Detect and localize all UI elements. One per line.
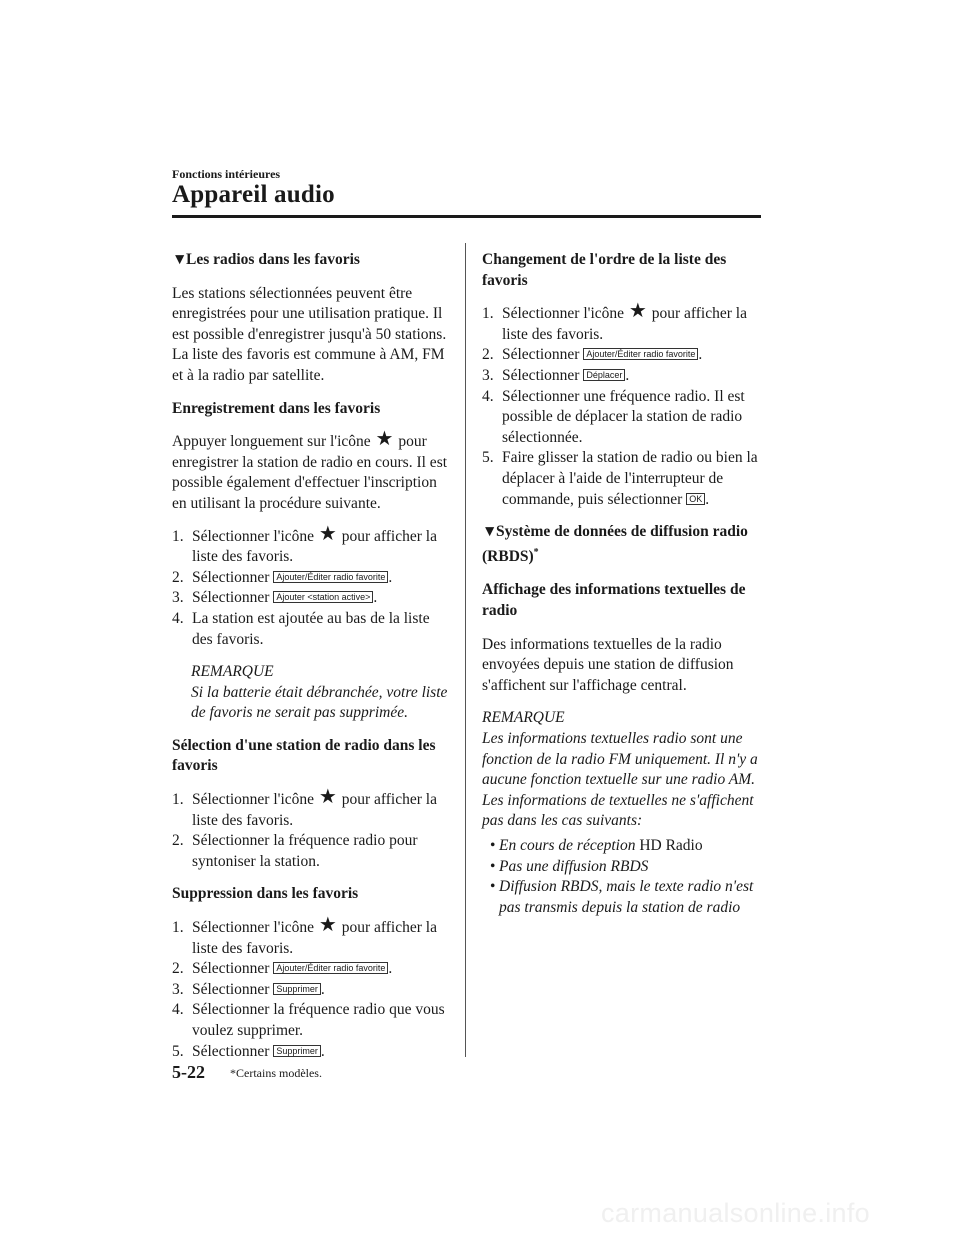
add-edit-favorite-button: Ajouter/Éditer radio favorite	[273, 962, 388, 974]
registration-paragraph: Appuyer longuement sur l'icône ★ pour enregistrer la station de radio en cours. Il est possible également d'effectuer l'inscription en utilisant la procédure suivante.	[172, 428, 448, 512]
registration-steps	[172, 522, 448, 651]
delete-button: Supprimer	[273, 1045, 321, 1057]
section-label: Fonctions intérieures	[172, 167, 281, 181]
list-item: 4. Sélectionner une fréquence radio. Il est possible de déplacer la station de radio sélectionnée.	[482, 387, 745, 446]
add-active-station-button: Ajouter <station active>	[273, 591, 373, 603]
list-item: 2. Sélectionner Ajouter/Éditer radio favorite .	[172, 568, 393, 586]
subheading-text-display: Affichage des informations textuelles de radio	[482, 581, 746, 620]
star-icon: ★	[375, 428, 394, 451]
list-item: 2. Sélectionner Ajouter/Éditer radio favorite .	[482, 346, 703, 364]
star-icon: ★	[318, 786, 337, 809]
ok-button: OK	[686, 493, 705, 505]
deletion-steps	[172, 914, 448, 1062]
note-title: REMARQUE	[191, 663, 274, 681]
bullet-icon: •	[490, 837, 496, 854]
note-bullets	[482, 836, 758, 918]
list-item: 4. Sélectionner la fréquence radio que vous voulez supprimer.	[172, 1001, 445, 1039]
note-title: REMARQUE	[482, 709, 565, 727]
column-divider	[465, 243, 466, 1057]
list-item: • Diffusion RBDS, mais le texte radio n'est pas transmis depuis la station de radio	[490, 878, 754, 916]
page-title: Appareil audio	[172, 181, 335, 208]
move-button: Déplacer	[583, 369, 625, 381]
note-text: Si la batterie était débranchée, votre liste de favoris ne serait pas supprimée.	[191, 683, 448, 722]
subheading-registration: Enregistrement dans les favoris	[172, 399, 381, 417]
list-item: 2. Sélectionner Ajouter/Éditer radio favorite .	[172, 960, 393, 978]
watermark: carmanualsonline.info	[601, 1198, 870, 1228]
star-icon: ★	[628, 300, 647, 323]
section-heading-favorites: ▼Les radios dans les favoris	[172, 250, 448, 271]
title-rule	[172, 215, 761, 218]
list-item: 3. Sélectionner Supprimer .	[172, 980, 325, 998]
list-item: 1. Sélectionner l'icône ★ pour afficher la liste des favoris.	[172, 522, 437, 566]
left-column	[172, 250, 448, 1074]
list-item: 1. Sélectionner l'icône ★ pour afficher la liste des favoris.	[172, 786, 437, 829]
delete-button: Supprimer	[273, 983, 321, 995]
text-display-paragraph: Des informations textuelles de la radio envoyées depuis une station de diffusion s'affichent sur l'affichage central.	[482, 635, 734, 694]
section-heading-rbds: ▼Système de données de diffusion radio (RBDS)*	[482, 523, 748, 565]
list-item: 5. Faire glisser la station de radio ou bien la déplacer à l'aide de l'interrupteur de commande, puis sélectionner OK .	[482, 449, 758, 508]
star-icon: ★	[318, 914, 337, 937]
bullet-icon: •	[490, 857, 496, 875]
list-item: • En cours de réception HD Radio	[482, 836, 758, 857]
subheading-deletion: Suppression dans les favoris	[172, 885, 359, 903]
page-number: 5-22	[172, 1062, 205, 1082]
subheading-selection: Sélection d'une station de radio dans les favoris	[172, 736, 436, 775]
list-item: 1. Sélectionner l'icône ★ pour afficher la liste des favoris.	[172, 914, 437, 957]
list-item: 3. Sélectionner Ajouter <station active> .	[172, 589, 378, 607]
selection-steps	[172, 786, 448, 872]
note-text: Les informations textuelles radio sont une fonction de la radio FM uniquement. Il n'y a aucune fonction textuelle sur une radio AM. Les informations de textuelles ne s'affichent pas dans les cas suivants:	[482, 730, 758, 830]
add-edit-favorite-button: Ajouter/Éditer radio favorite	[583, 348, 698, 360]
note-battery	[172, 662, 448, 724]
triangle-icon: ▼	[482, 523, 498, 541]
footnote-mark: *	[533, 546, 539, 558]
list-item: 3. Sélectionner Déplacer .	[482, 366, 630, 384]
bullet-icon: •	[490, 878, 496, 896]
list-item: 4. La station est ajoutée au bas de la liste des favoris.	[172, 609, 430, 648]
list-item: 5. Sélectionner Supprimer .	[172, 1042, 325, 1060]
right-column	[482, 250, 758, 918]
add-edit-favorite-button: Ajouter/Éditer radio favorite	[273, 571, 388, 583]
footnote: *Certains modèles.	[230, 1066, 322, 1080]
reorder-steps	[482, 300, 758, 510]
intro-paragraph: Les stations sélectionnées peuvent être enregistrées pour une utilisation pratique. Il est possible d'enregistrer jusqu'à 50 stations. La liste des favoris est commune à AM, FM et à la radio par satellite.	[172, 284, 447, 384]
list-item: 2. Sélectionner la fréquence radio pour syntoniser la station.	[172, 832, 418, 870]
triangle-icon: ▼	[172, 251, 188, 268]
note-rbds	[482, 708, 758, 918]
list-item: • Pas une diffusion RBDS	[482, 857, 758, 878]
star-icon: ★	[318, 522, 337, 545]
list-item: 1. Sélectionner l'icône ★ pour afficher la liste des favoris.	[482, 300, 747, 343]
subheading-reorder: Changement de l'ordre de la liste des favoris	[482, 251, 727, 289]
